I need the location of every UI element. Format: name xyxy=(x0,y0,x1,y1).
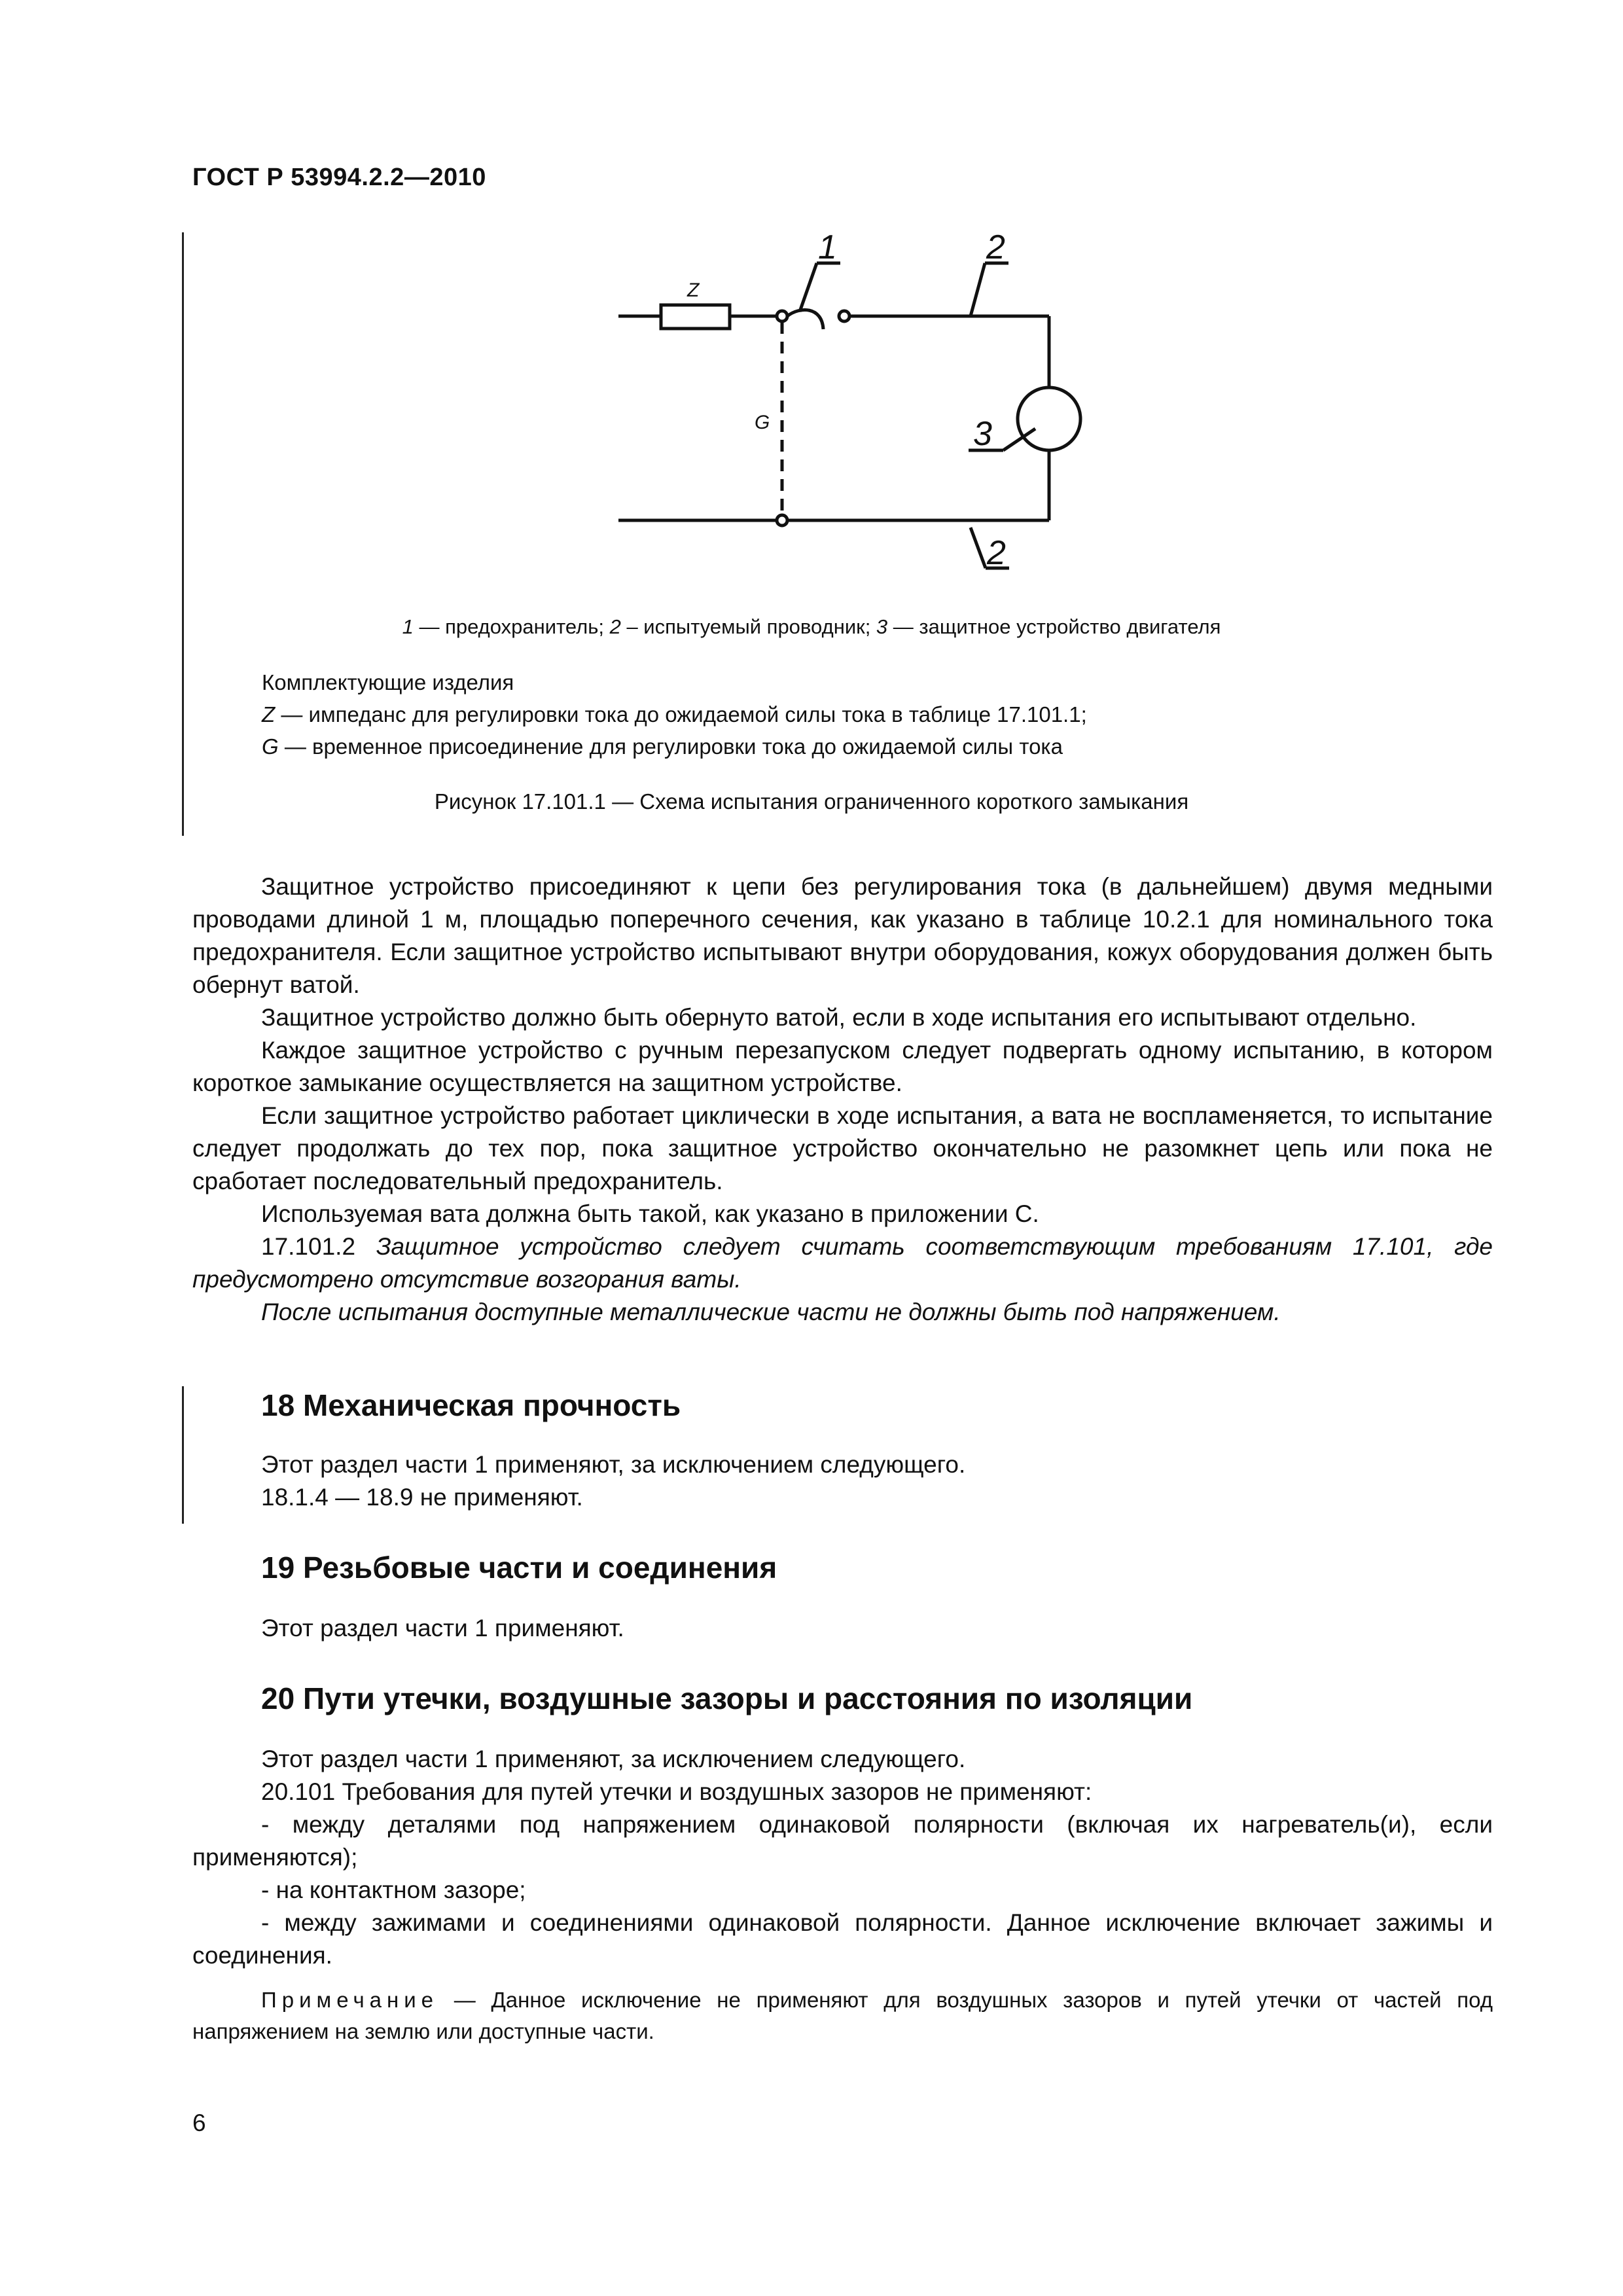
motor-protector-circle xyxy=(1018,387,1080,450)
label-3: 3 xyxy=(973,415,992,453)
label-2-bottom: 2 xyxy=(987,534,1006,572)
section-19-heading: 19 Резьбовые части и соединения xyxy=(261,1551,777,1585)
figure-legend: 1 — предохранитель; 2 – испытуемый проводник; 3 — защитное устройство двигателя xyxy=(402,615,1221,638)
change-bar-figure xyxy=(182,232,184,836)
paragraph-17-101-2: 17.101.2 Защитное устройство следует считать соответствующим требованиям 17.101, где предусмотрено отсутствие возгорания ваты. xyxy=(192,1233,1493,1293)
components-title: Комплектующие изделия xyxy=(262,670,514,694)
fuse-terminal-left xyxy=(777,311,787,321)
change-bar-section-18 xyxy=(182,1386,184,1524)
component-z: Z — импеданс для регулировки тока до ожидаемой силы тока в таблице 17.101.1; xyxy=(262,702,1087,726)
paragraph: После испытания доступные металлические части не должны быть под напряжением. xyxy=(261,1299,1281,1325)
page-number: 6 xyxy=(192,2109,206,2136)
component-g: G — временное присоединение для регулировки тока до ожидаемой силы тока xyxy=(262,734,1063,759)
note-label: Примечание xyxy=(261,1988,439,2012)
section-20-heading: 20 Пути утечки, воздушные зазоры и расстояния по изоляции xyxy=(261,1681,1193,1715)
note xyxy=(192,1984,1493,2047)
list-item: - между деталями под напряжением одинаковой полярности (включая их нагреватель(и), если применяются); xyxy=(192,1811,1493,1871)
paragraph: Защитное устройство должно быть обернуто ватой, если в ходе испытания его испытывают отдельно. xyxy=(261,1004,1417,1031)
paragraph: Каждое защитное устройство с ручным перезапуском следует подвергать одному испытанию, в котором короткое замыкание осуществляется на защитном устройстве. xyxy=(192,1037,1493,1096)
figure-caption: Рисунок 17.101.1 — Схема испытания ограниченного короткого замыкания xyxy=(434,789,1189,814)
label-g: G xyxy=(755,412,770,433)
leader-2-top xyxy=(971,263,985,316)
paragraph: Используемая вата должна быть такой, как указано в приложении С. xyxy=(261,1200,1039,1227)
fuse-terminal-right xyxy=(839,311,849,321)
section-19-text: Этот раздел части 1 применяют. xyxy=(261,1615,624,1641)
circuit-diagram xyxy=(589,216,1178,609)
label-2-top: 2 xyxy=(986,228,1005,266)
section-20-text: Этот раздел части 1 применяют, за исключением следующего. 20.101 Требования для путей утечки и воздушных зазоров не применяют: xyxy=(261,1746,1092,1805)
list-item: - на контактном зазоре; xyxy=(261,1876,526,1903)
list-item: - между зажимами и соединениями одинаковой полярности. Данное исключение включает зажимы и соединения. xyxy=(192,1909,1493,1969)
impedance-resistor xyxy=(661,305,730,329)
paragraph: Защитное устройство присоединяют к цепи без регулирования тока (в дальнейшем) двумя медными проводами длиной 1 м, площадью поперечного сечения, как указано в таблице 10.2.1 для номинального тока предохранителя. Если защитное устройство испытывают внутри оборудования, кожух оборудования должен быть обернут ватой. xyxy=(192,873,1493,998)
leader-1 xyxy=(800,263,817,312)
paragraph: Если защитное устройство работает циклически в ходе испытания, а вата не воспламеняется, то испытание следует продолжать до тех пор, пока защитное устройство окончательно не разомкнет цепь или пока не сработает последовательный предохранитель. xyxy=(192,1102,1493,1194)
bottom-junction xyxy=(777,515,787,526)
components-list xyxy=(262,666,1087,762)
section-18-heading: 18 Механическая прочность xyxy=(261,1388,681,1422)
leader-2-bottom xyxy=(971,528,986,568)
body-text xyxy=(192,870,1493,1329)
document-header: ГОСТ Р 53994.2.2—2010 xyxy=(192,164,486,191)
label-1: 1 xyxy=(818,228,837,266)
note-text: — Данное исключение не применяют для воздушных зазоров и путей утечки от частей под напряжением на землю или доступные части. xyxy=(192,1988,1493,2043)
label-z: Z xyxy=(687,279,700,301)
fuse-element xyxy=(787,310,823,329)
section-20-list xyxy=(192,1808,1493,1972)
section-18-text: Этот раздел части 1 применяют, за исключением следующего. 18.1.4 — 18.9 не применяют. xyxy=(261,1451,966,1511)
